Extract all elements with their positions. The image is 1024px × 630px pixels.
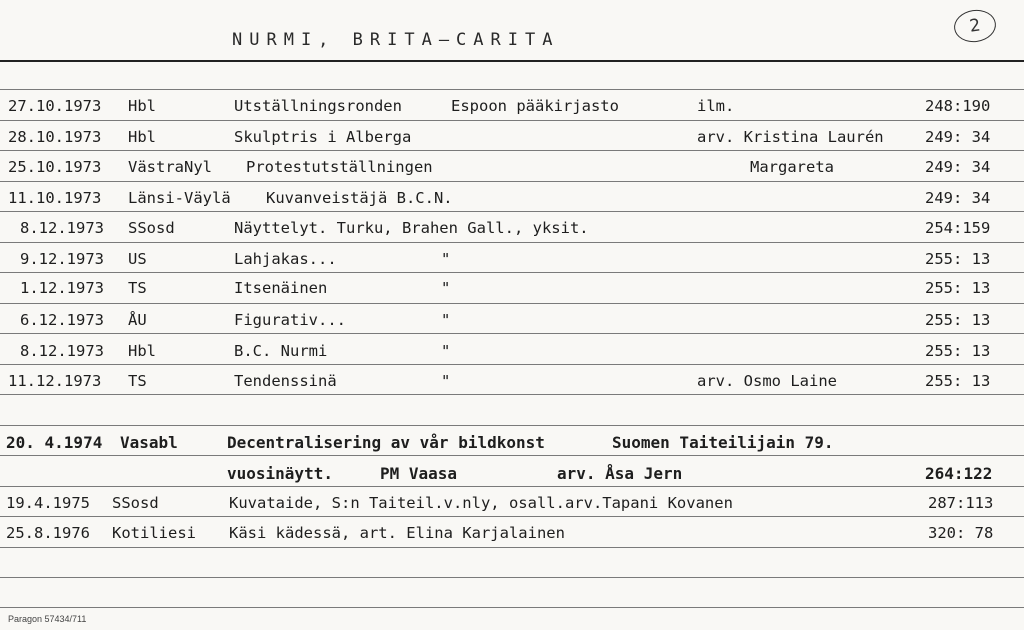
entry-date: 8.12.1973 [20,219,104,237]
entry-title: Kuvataide, S:n Taiteil.v.nly, osall.arv.Tapani Kovanen [229,494,733,512]
entry-ref: 254:159 [925,219,991,237]
rule-line [0,333,1024,334]
entry-ref: 255: 13 [925,311,991,329]
entry-ref: 255: 13 [925,279,991,297]
entry-row [0,433,1024,455]
entry-date: 9.12.1973 [20,250,104,268]
entry-date: 6.12.1973 [20,311,104,329]
card-name-heading: NURMI, BRITA—CARITA [232,30,560,50]
rule-line [0,425,1024,426]
entry-row [0,219,1024,241]
entry-ref: 248:190 [925,97,991,115]
entry-paper: ÅU [128,311,147,329]
entry-note: Margareta [750,158,834,176]
entry-row [0,97,1024,119]
entry-ref: 249: 34 [925,158,991,176]
rule-line [0,242,1024,243]
entry-note: arv. Kristina Laurén [697,128,884,146]
entry-ref: 264:122 [925,464,993,483]
entry-date: 28.10.1973 [8,128,102,146]
entry-ref: 249: 34 [925,189,991,207]
entry-ditto: " [441,342,451,360]
entry-title: Protestutställningen [246,158,433,176]
rule-line [0,364,1024,365]
entry-title: Tendenssinä [234,372,337,390]
entry-ref: 320: 78 [928,524,994,542]
entry-paper: Hbl [128,128,156,146]
entry-row [0,279,1024,301]
entry-ditto: " [441,279,451,297]
entry-date: 1.12.1973 [20,279,104,297]
rule-line [0,211,1024,212]
rule-line [0,577,1024,578]
rule-line [0,303,1024,304]
entry-row [0,464,1024,486]
entry-title: B.C. Nurmi [234,342,328,360]
entry-ref: 255: 13 [925,250,991,268]
entry-place: Espoon pääkirjasto [451,97,619,115]
printer-imprint: Paragon 57434/711 [8,614,87,624]
entry-paper: SSosd [112,494,159,512]
entry-paper: US [128,250,147,268]
entry-row [0,311,1024,333]
entry-ditto: " [441,311,451,329]
entry-paper: SSosd [128,219,175,237]
rule-line [0,181,1024,182]
rule-line [0,607,1024,608]
entry-paper: Hbl [128,97,156,115]
entry-title: Skulptris i Alberga [234,128,412,146]
entry-date: 25.8.1976 [6,524,90,542]
rule-line [0,120,1024,121]
entry-title: Näyttelyt. Turku, Brahen Gall., yksit. [234,219,589,237]
entry-date: 8.12.1973 [20,342,104,360]
rule-line [0,150,1024,151]
rule-line [0,89,1024,90]
entry-date: 20. 4.1974 [6,433,103,452]
entry-paper: TS [128,372,147,390]
entry-row [0,342,1024,364]
rule-line [0,272,1024,273]
entry-ref: 287:113 [928,494,994,512]
entry-row [0,189,1024,211]
rule-line [0,547,1024,548]
entry-date: 11.12.1973 [8,372,102,390]
entry-title: Käsi kädessä, art. Elina Karjalainen [229,524,565,542]
entry-paper: Hbl [128,342,156,360]
entry-extra: PM Vaasa [380,464,458,483]
entry-ref: 249: 34 [925,128,991,146]
entry-row [0,250,1024,272]
rule-line [0,455,1024,456]
entry-title: vuosinäytt. [227,464,333,483]
entry-paper: Kotiliesi [112,524,196,542]
entry-date: 11.10.1973 [8,189,102,207]
entry-row [0,524,1024,546]
entry-title: Lahjakas... [234,250,337,268]
entry-row [0,494,1024,516]
rule-line [0,486,1024,487]
entry-date: 19.4.1975 [6,494,90,512]
entry-extra: Suomen Taiteilijain 79. [612,433,834,452]
entry-row [0,128,1024,150]
entry-date: 25.10.1973 [8,158,102,176]
header-rule [0,60,1024,62]
rule-line [0,394,1024,395]
entry-date: 27.10.1973 [8,97,102,115]
entry-title: Decentralisering av vår bildkonst [227,433,545,452]
entry-row [0,158,1024,180]
entry-ditto: " [441,250,451,268]
rule-line [0,516,1024,517]
entry-title: Kuvanveistäjä B.C.N. [266,189,453,207]
entry-title: Figurativ... [234,311,346,329]
entry-title: Itsenäinen [234,279,328,297]
entry-paper: VästraNyl [128,158,212,176]
entry-title: Utställningsronden [234,97,402,115]
entry-ref: 255: 13 [925,372,991,390]
entry-paper: Vasabl [120,433,178,452]
entry-ditto: " [441,372,451,390]
card-number-circle: 2 [952,7,998,45]
entry-paper: TS [128,279,147,297]
entry-note: ilm. [697,97,735,115]
entry-note: arv. Osmo Laine [697,372,837,390]
entry-note: arv. Åsa Jern [557,464,683,483]
entry-paper: Länsi-Väylä [128,189,231,207]
entry-ref: 255: 13 [925,342,991,360]
entry-row [0,372,1024,394]
